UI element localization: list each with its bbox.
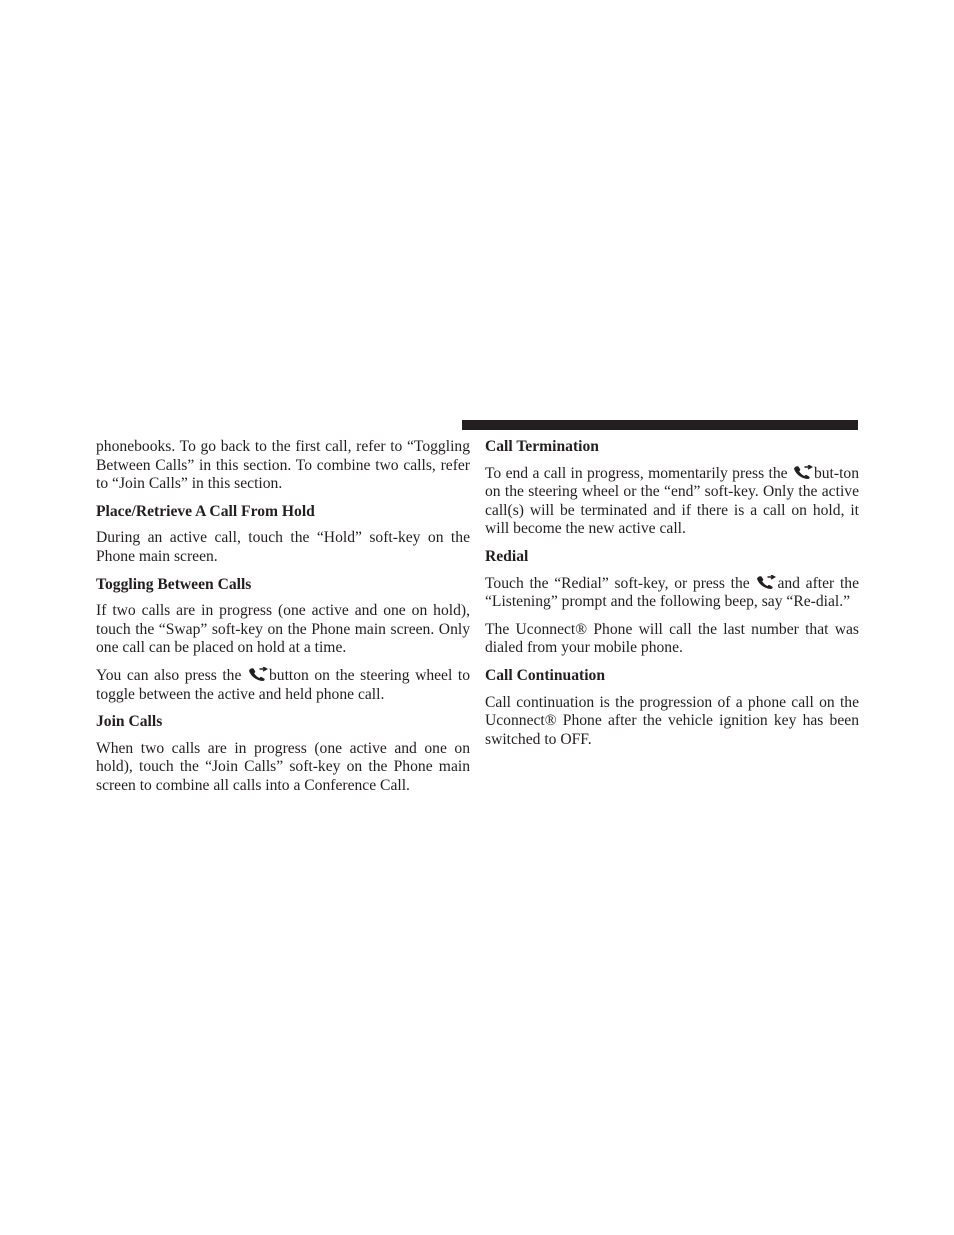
- continuation-body: Call continuation is the progression of a phone call on the Uconnect® Phone after the vehicle ignition key has been switched to OFF.: [485, 693, 859, 748]
- redial-body-2: The Uconnect® Phone will call the last number that was dialed from your mobile phone.: [485, 620, 859, 657]
- phone-handset-icon: [793, 465, 813, 479]
- redial-body-start: Touch the “Redial” soft-key, or press the: [485, 574, 750, 592]
- redial-body-end: and after the “Listening” prompt and the following beep, say “Re-dial.”: [485, 574, 859, 611]
- right-column: [485, 438, 859, 758]
- phone-handset-icon: [756, 575, 776, 589]
- hold-body: During an active call, touch the “Hold” soft-key on the Phone main screen.: [96, 529, 470, 565]
- hold-heading: Place/Retrieve A Call From Hold: [96, 502, 315, 520]
- toggling-body-2-end: button on the steering wheel to toggle between the active and held phone call.: [96, 666, 470, 703]
- header-rule: [462, 420, 858, 430]
- left-column: [96, 438, 470, 805]
- toggling-body: If two calls are in progress (one active and one on hold), touch the “Swap” soft-key on the Phone main screen. Only one call can be placed on hold at a time.: [96, 602, 470, 657]
- termination-body: [485, 465, 859, 539]
- phone-handset-icon: [248, 667, 268, 681]
- termination-heading: Call Termination: [485, 438, 599, 455]
- toggling-body-2: [96, 667, 470, 704]
- redial-heading: Redial: [485, 547, 529, 565]
- join-body: When two calls are in progress (one active and one on hold), touch the “Join Calls” soft-key on the Phone main screen to combine all calls into a Conference Call.: [96, 739, 470, 794]
- toggling-body-2-start: You can also press the: [96, 666, 242, 684]
- join-heading: Join Calls: [96, 713, 163, 731]
- redial-body: [485, 575, 859, 612]
- continuation-heading: Call Continuation: [485, 666, 606, 684]
- toggling-heading: Toggling Between Calls: [96, 575, 252, 593]
- termination-body-end: but-ton on the steering wheel or the “end” soft-key. Only the active call(s) will be terminated and if there is a call on hold, it will become the new active call.: [485, 464, 859, 538]
- continued-paragraph: phonebooks. To go back to the first call, refer to “Toggling Between Calls” in this section. To combine two calls, refer to “Join Calls” in this section.: [96, 438, 470, 493]
- termination-body-start: To end a call in progress, momentarily press the: [485, 464, 788, 482]
